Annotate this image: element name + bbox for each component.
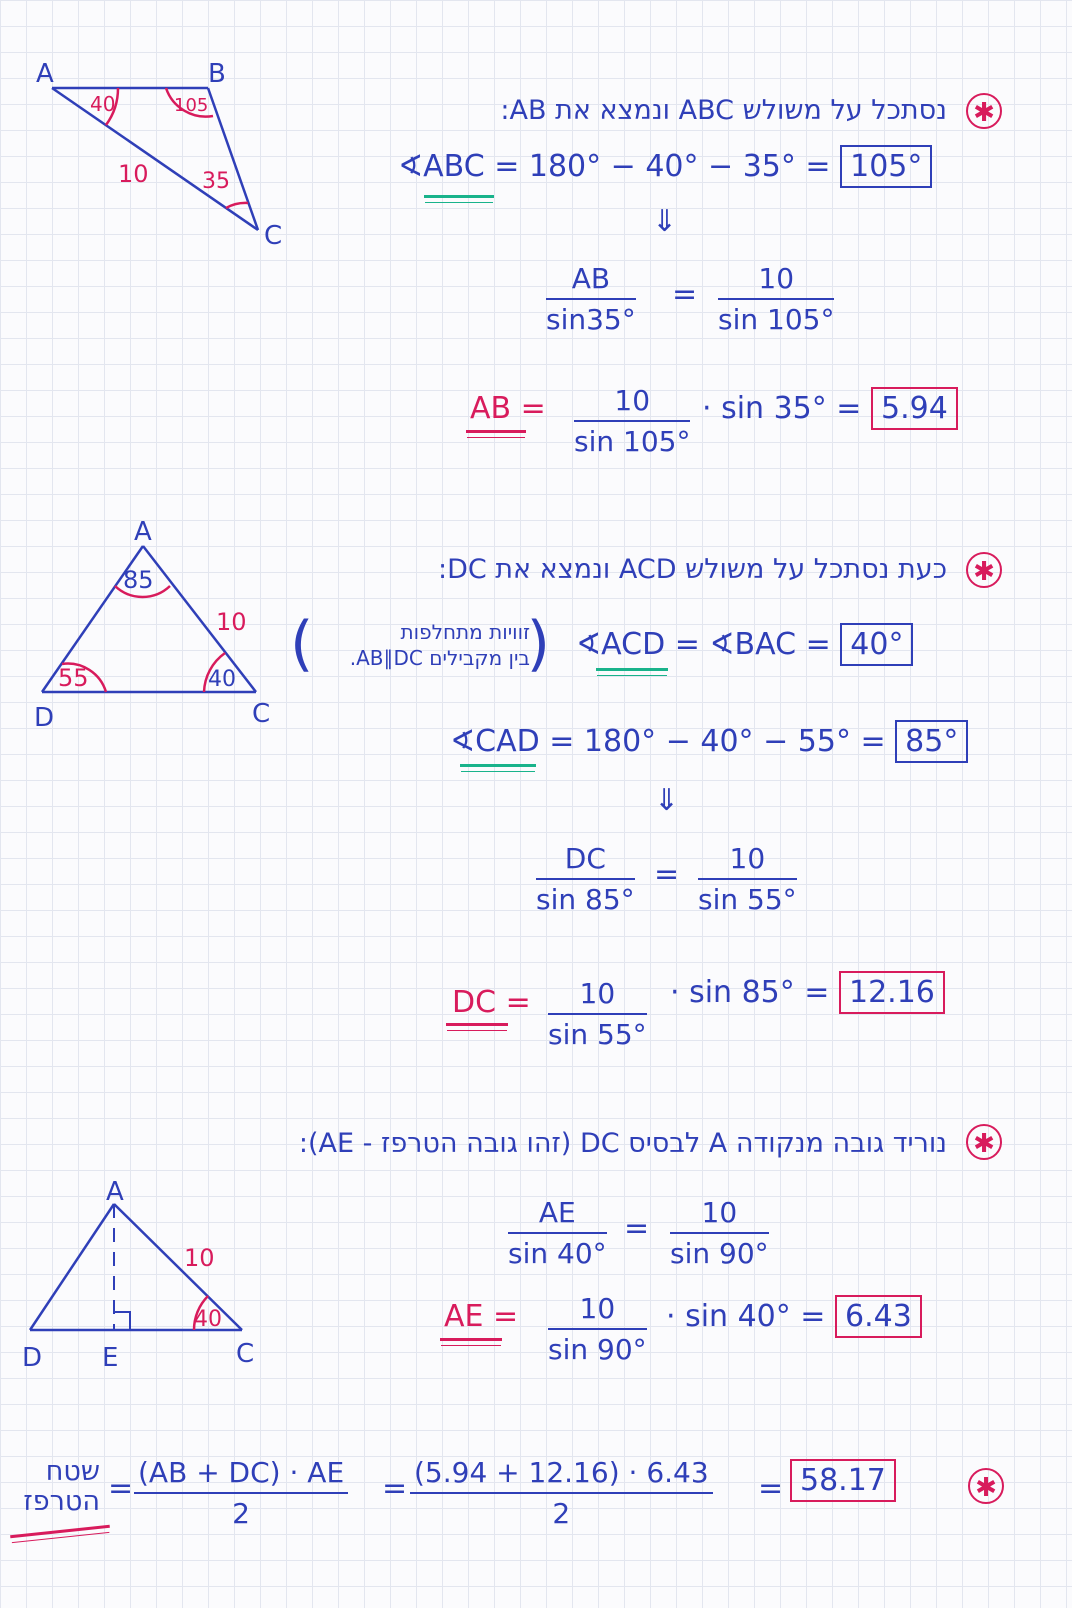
angle-abc-underline [424, 195, 494, 198]
vertex-c-label: C [264, 221, 283, 251]
ab-underline [466, 430, 526, 433]
section1-heading: נסתכל על משולש ABC ונמצא את AB: [500, 95, 947, 126]
sine-law-ae-equals: = [624, 1211, 650, 1246]
angle-abc-result: 105° [840, 145, 932, 188]
sine-law-ab-right: $\frac{10}{\sin 105^\circ}$ [718, 262, 835, 336]
triangle-acd-figure [30, 516, 310, 733]
sine-law-ab-left: $\frac{AB}{\sin 35^\circ}$ [546, 262, 636, 336]
sine-law-ae-right: $\frac{10}{\sin 90^\circ}$ [670, 1196, 769, 1270]
angle-acd-equation [576, 627, 913, 662]
angle-acd-result: 40° [840, 623, 913, 666]
section3-heading: נוריד גובה מנקודה A לבסיס DC (זהו גובה הטרפז - AE): [298, 1128, 947, 1159]
triangle-abc-figure [30, 58, 310, 258]
vertex-c-label: C [252, 699, 271, 729]
vertex-b-label: B [208, 59, 226, 89]
dc-fraction: $\frac{10}{\sin 55^\circ}$ [548, 977, 647, 1051]
ab-fraction: $\frac{10}{\sin 105^\circ}$ [574, 384, 691, 458]
vertex-d-label: D [22, 1343, 43, 1373]
section1-down-arrow: ⇓ [652, 204, 678, 239]
area-result-wrap [790, 1463, 896, 1498]
sine-law-dc-equals: = [654, 857, 680, 892]
dc-label: DC = [452, 985, 531, 1020]
alt-angles-note-line1: זוויות מתחלפות [400, 620, 530, 644]
angle-b-label: 105 [174, 95, 209, 116]
area-formula: $\frac{(AB + DC) \cdot AE}{2}$ [134, 1456, 348, 1530]
area-underline [10, 1525, 110, 1538]
angle-d-label: 55 [58, 664, 89, 692]
angle-cad-result: 85° [895, 720, 968, 763]
angle-c-label: 40 [208, 667, 236, 692]
side-ac-label: 10 [118, 160, 149, 188]
area-result: 58.17 [790, 1459, 896, 1502]
ae-tail: · sin 40° = 6.43 [666, 1302, 922, 1332]
angle-a-label: 85 [123, 566, 154, 594]
angle-cad-expression: ∢CAD = 180° − 40° − 55° = [450, 724, 886, 759]
angle-cad-equation [450, 724, 968, 759]
altitude-figure [18, 1177, 278, 1373]
vertex-e-label: E [102, 1343, 119, 1373]
angle-acd-expression: ∢ACD = ∢BAC = [576, 627, 831, 662]
section1-star-icon: ✱ [966, 93, 1002, 129]
section2-heading: כעת נסתכל על משולש ACD ונמצא את DC: [437, 554, 947, 585]
section4-star-icon: ✱ [968, 1468, 1004, 1504]
vertex-c-label: C [236, 1339, 255, 1369]
ab-tail: · sin 35° = 5.94 [702, 394, 958, 424]
area-equals-2: = [382, 1471, 408, 1506]
area-substituted: $\frac{(5.94 + 12.16) \cdot 6.43}{2}$ [410, 1456, 713, 1530]
area-label-line2: הטרפז [23, 1486, 100, 1517]
sine-law-ab-equals: = [672, 277, 698, 312]
section3-star-icon: ✱ [966, 1124, 1002, 1160]
alt-angles-note-line2: בין מקבילים AB∥DC. [349, 646, 530, 670]
dc-result: 12.16 [839, 971, 945, 1014]
ab-label: AB = [470, 391, 546, 426]
dc-underline [446, 1023, 508, 1026]
sine-law-dc-left: $\frac{DC}{\sin 85^\circ}$ [536, 842, 635, 916]
ae-result: 6.43 [835, 1295, 922, 1338]
vertex-a-label: A [36, 59, 54, 89]
area-label [20, 1458, 100, 1518]
ab-result: 5.94 [871, 387, 958, 430]
section2-star-icon: ✱ [966, 552, 1002, 588]
vertex-d-label: D [34, 703, 55, 733]
area-label-line1: שטח [45, 1456, 100, 1487]
area-equals-1: = [108, 1471, 134, 1506]
angle-cad-underline [460, 764, 536, 767]
angle-acd-underline [596, 668, 668, 671]
side-ac-label: 10 [216, 608, 247, 636]
dc-tail: · sin 85° = 12.16 [670, 978, 945, 1008]
angle-c-label: 40 [194, 1307, 222, 1332]
angle-a-label: 40 [90, 92, 116, 116]
angle-abc-equation [398, 149, 932, 184]
vertex-a-label: A [134, 517, 152, 547]
ae-label: AE = [444, 1299, 519, 1334]
alt-angles-note: ( זוויות מתחלפות בין מקבילים AB∥DC. ) [290, 609, 550, 679]
area-equals-3: = [758, 1471, 784, 1506]
ae-underline [440, 1338, 502, 1341]
angle-abc-expression: ∢ABC = 180° − 40° − 35° = [398, 149, 831, 184]
sine-law-dc-right: $\frac{10}{\sin 55^\circ}$ [698, 842, 797, 916]
vertex-a-label: A [106, 1177, 124, 1207]
sine-law-ae-left: $\frac{AE}{\sin 40^\circ}$ [508, 1196, 607, 1270]
section2-down-arrow: ⇓ [654, 783, 680, 818]
side-ac-label: 10 [184, 1244, 215, 1272]
angle-c-label: 35 [202, 169, 230, 194]
ae-fraction: $\frac{10}{\sin 90^\circ}$ [548, 1292, 647, 1366]
